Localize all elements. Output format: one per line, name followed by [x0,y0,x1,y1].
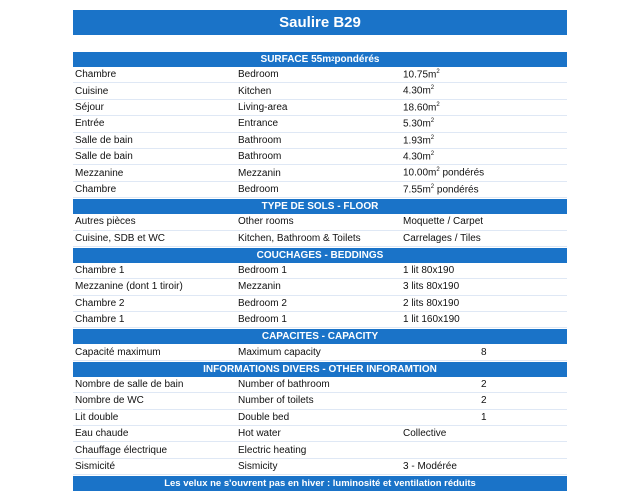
row-value: 1 lit 160x190 [403,314,460,326]
surface-header-suffix: pondérés [334,54,380,65]
row-value-suffix: pondérés [434,184,479,196]
row-value-number: 18.60m [403,102,437,114]
capacity-rows [73,344,567,360]
row-label-fr: Lit double [75,411,119,423]
row-label-en: Sismicity [238,461,278,472]
row-label-en: Maximum capacity [238,346,321,358]
spacer [73,35,567,51]
row-label-fr: Nombre de WC [75,395,144,407]
beddings-rows [73,263,567,329]
row-value-sup: 2 [430,118,435,125]
listing-sheet [73,10,567,491]
row-label-fr: Mezzanine (dont 1 tiroir) [75,281,183,293]
table-row [73,410,567,426]
row-label-en: Other rooms [238,216,294,228]
row-label-fr: Salle de bain [75,134,133,146]
row-value [403,151,567,162]
row-label-fr: Chambre 1 [75,265,125,277]
row-value [403,102,567,113]
info-rows [73,377,567,475]
row-value: Moquette / Carpet [403,216,484,228]
row-label-fr: Sismicité [75,461,116,472]
table-row [73,182,567,198]
row-value-number: 4.30m [403,151,431,163]
row-value: Carrelages / Tiles [403,232,481,244]
table-row [73,214,567,230]
row-value-sup: 2 [430,183,435,190]
surface-rows [73,67,567,198]
table-row [73,165,567,181]
row-value [403,118,567,129]
table-row [73,83,567,99]
surface-header-sup: 2 [331,56,335,63]
row-label-en: Bedroom 1 [238,314,287,326]
row-value-number: 5.30m [403,118,431,130]
row-value: 2 lits 80x190 [403,297,460,309]
row-label-fr: Chambre 2 [75,297,125,309]
row-label-en: Mezzanin [238,167,281,179]
row-value-number: 7.55m [403,184,431,196]
row-value-sup: 2 [430,85,435,92]
table-row [73,263,567,279]
row-value [403,69,567,80]
table-row [73,67,567,83]
row-value: 2 [481,395,487,407]
table-row [73,279,567,295]
section-header-floor: TYPE DE SOLS - FLOOR [73,198,567,214]
row-label-en: Kitchen, Bathroom & Toilets [238,232,361,244]
table-row [73,116,567,132]
row-label-en: Living-area [238,101,288,113]
row-label-fr: Séjour [75,101,104,113]
table-row [73,133,567,149]
row-label-fr: Salle de bain [75,151,133,163]
row-label-fr: Mezzanine [75,167,124,179]
row-value [403,85,567,96]
row-value [403,135,567,146]
table-row [73,377,567,393]
row-value [403,167,567,178]
row-value: 3 - Modérée [403,461,457,472]
row-label-fr: Eau chaude [75,428,129,440]
row-label-fr: Capacité maximum [75,346,161,358]
row-label-en: Mezzanin [238,281,281,293]
footer-note: Les velux ne s'ouvrent pas en hiver : luminosité et ventilation réduits [73,475,567,491]
row-value: 1 lit 80x190 [403,265,455,277]
row-value-number: 1.93m [403,134,431,146]
table-row [73,344,567,360]
row-value: 1 [481,411,487,423]
row-value: 2 [481,379,487,391]
section-header-surface [73,51,567,67]
row-label-en: Double bed [238,411,290,423]
row-value-number: 10.75m [403,69,437,81]
row-label-en: Kitchen [238,85,272,97]
table-row [73,149,567,165]
row-value-sup: 2 [436,167,440,174]
section-header-info: INFORMATIONS DIVERS - OTHER INFORAMTION [73,361,567,377]
row-label-en: Number of bathroom [238,379,330,391]
page-title: Saulire B29 [73,10,567,35]
row-label-fr: Cuisine [75,85,109,97]
row-label-fr: Autres pièces [75,216,136,228]
section-header-beddings: COUCHAGES - BEDDINGS [73,247,567,263]
row-value-number: 4.30m [403,85,431,97]
row-label-fr: Chambre [75,183,117,195]
row-label-fr: Chambre [75,69,117,81]
row-value: 3 lits 80x190 [403,281,460,293]
row-value-sup: 2 [436,69,440,76]
row-label-fr: Cuisine, SDB et WC [75,232,166,244]
row-value-sup: 2 [436,101,440,108]
surface-header-prefix: SURFACE 55m [260,54,332,65]
row-label-fr: Chambre 1 [75,314,125,326]
row-value-sup: 2 [430,134,435,141]
row-label-fr: Nombre de salle de bain [75,379,184,391]
table-row [73,393,567,409]
floor-rows [73,214,567,247]
row-label-en: Bedroom [238,69,279,81]
table-row [73,231,567,247]
row-value [403,184,567,195]
row-label-en: Hot water [238,428,281,440]
row-value-number: 10.00m [403,167,437,179]
row-label-en: Bathroom [238,151,282,163]
table-row [73,426,567,442]
section-header-capacity: CAPACITES - CAPACITY [73,328,567,344]
table-row [73,312,567,328]
row-label-en: Bedroom 1 [238,265,287,277]
row-label-en: Number of toilets [238,395,314,407]
row-label-fr: Chauffage électrique [75,444,168,456]
table-row [73,100,567,116]
row-label-en: Bedroom [238,183,279,195]
row-value-sup: 2 [430,150,435,157]
row-label-en: Electric heating [238,444,307,456]
row-label-en: Bathroom [238,134,282,146]
row-label-fr: Entrée [75,118,105,130]
row-value: 8 [481,346,487,358]
table-row [73,296,567,312]
row-value-suffix: pondérés [439,167,485,179]
row-label-en: Entrance [238,118,279,130]
row-value: Collective [403,428,447,440]
table-row [73,459,567,475]
row-label-en: Bedroom 2 [238,297,287,309]
table-row [73,442,567,458]
